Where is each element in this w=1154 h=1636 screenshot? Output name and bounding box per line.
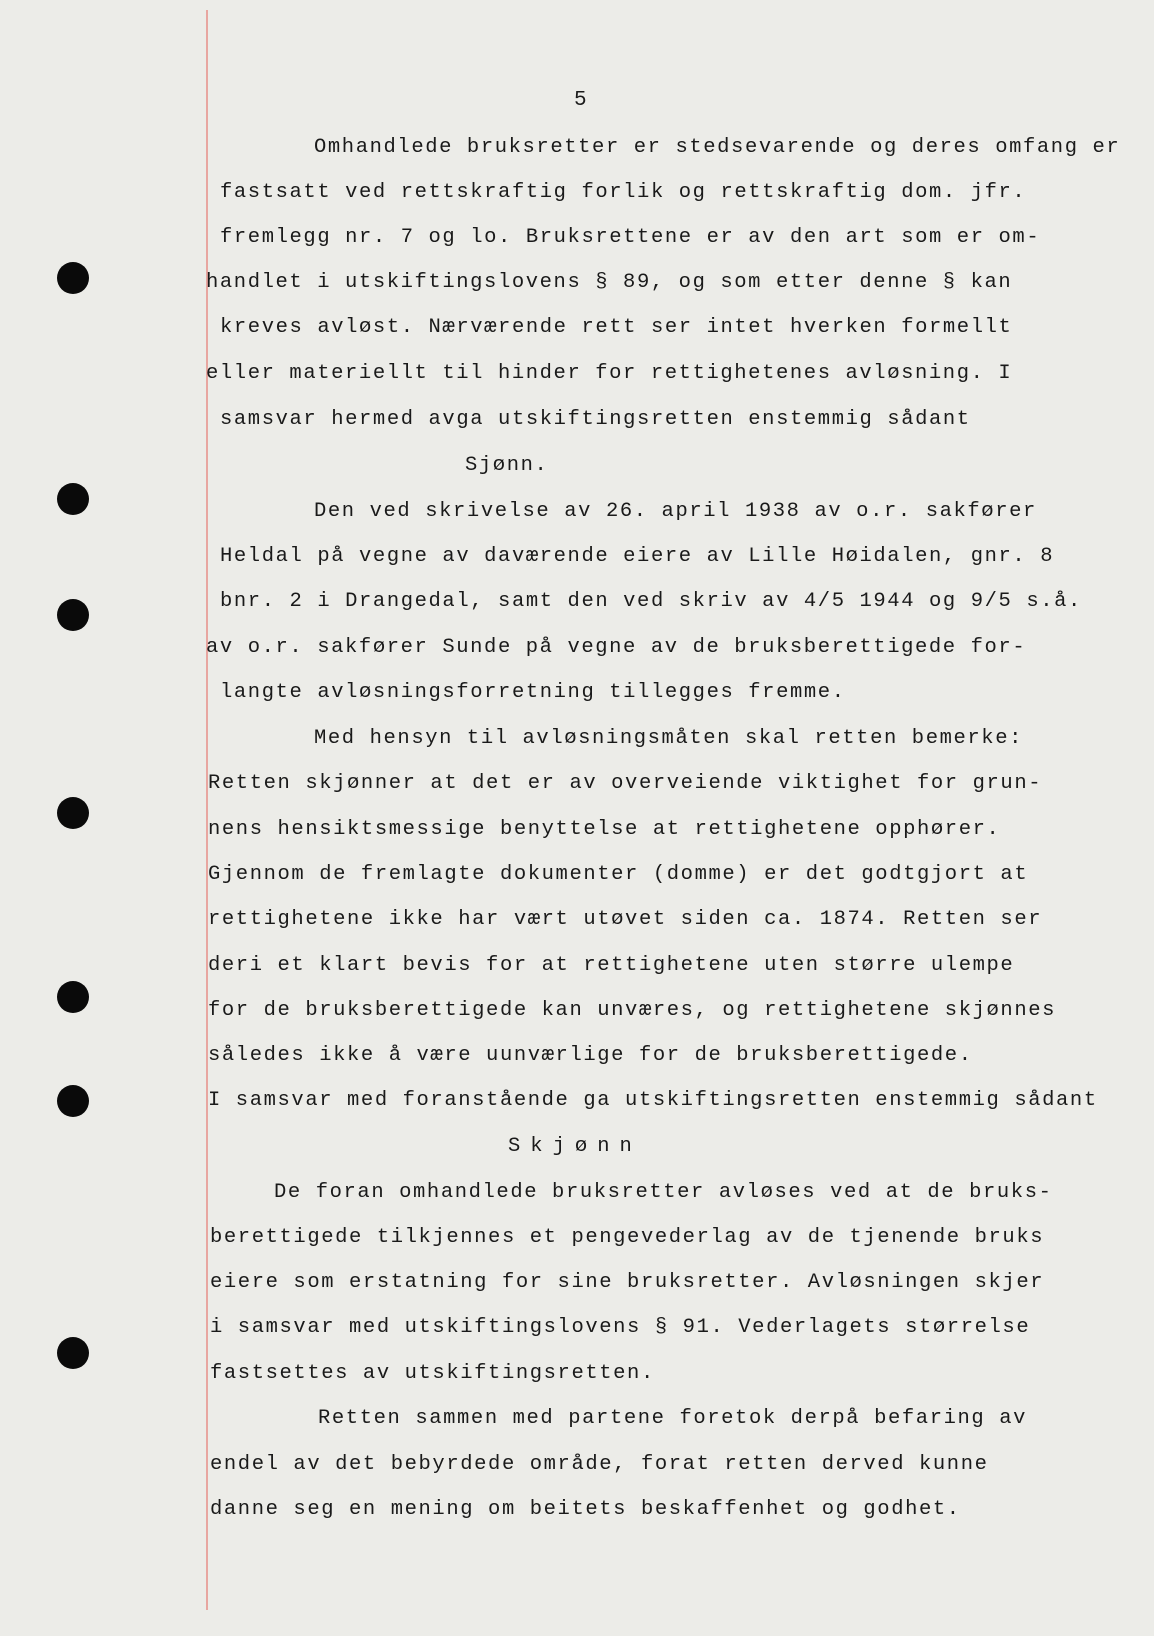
text-line: bnr. 2 i Drangedal, samt den ved skriv av 4/5 1944 og 9/5 s.å. [220,590,1082,613]
text-line: således ikke å være uunværlige for de bruksberettigede. [208,1044,973,1067]
text-line: eller materiellt til hinder for rettighetenes avløsning. I [206,362,1013,385]
margin-rule [206,10,208,1610]
text-line: Med hensyn til avløsningsmåten skal retten bemerke: [314,727,1024,750]
section-heading: Skjønn [508,1135,642,1158]
text-line: De foran omhandlede bruksretter avløses ved at de bruks- [274,1181,1053,1204]
text-line: Retten skjønner at det er av overveiende viktighet for grun- [208,772,1043,795]
binder-hole-5 [57,981,89,1013]
text-line: endel av det bebyrdede område, forat retten derved kunne [210,1453,989,1476]
text-line: fastsettes av utskiftingsretten. [210,1362,655,1385]
binder-hole-2 [57,483,89,515]
text-line: rettighetene ikke har vært utøvet siden ca. 1874. Retten ser [208,908,1043,931]
text-line: samsvar hermed avga utskiftingsretten enstemmig sådant [220,408,971,431]
text-line: eiere som erstatning for sine bruksretter. Avløsningen skjer [210,1271,1045,1294]
text-line: nens hensiktsmessige benyttelse at rettighetene opphører. [208,818,1001,841]
text-line: av o.r. sakfører Sunde på vegne av de bruksberettigede for- [206,636,1027,659]
text-line: langte avløsningsforretning tillegges fremme. [220,681,846,704]
binder-hole-6 [57,1085,89,1117]
text-line: fastsatt ved rettskraftig forlik og rettskraftig dom. jfr. [220,181,1027,204]
text-line: Den ved skrivelse av 26. april 1938 av o.r. sakfører [314,500,1037,523]
text-line: I samsvar med foranstående ga utskiftingsretten enstemmig sådant [208,1089,1098,1112]
text-line: deri et klart bevis for at rettighetene uten større ulempe [208,954,1015,977]
text-line: i samsvar med utskiftingslovens § 91. Vederlagets størrelse [210,1316,1031,1339]
text-line: handlet i utskiftingslovens § 89, og som etter denne § kan [206,271,1013,294]
text-line: Heldal på vegne av daværende eiere av Lille Høidalen, gnr. 8 [220,545,1055,568]
binder-hole-1 [57,262,89,294]
text-line: kreves avløst. Nærværende rett ser intet hverken formellt [220,316,1013,339]
binder-hole-3 [57,599,89,631]
binder-hole-4 [57,797,89,829]
text-line: Omhandlede bruksretter er stedsevarende og deres omfang er [314,136,1121,159]
section-heading: Sjønn. [465,454,549,477]
page-number: 5 [574,89,587,112]
binder-hole-7 [57,1337,89,1369]
text-line: Retten sammen med partene foretok derpå befaring av [318,1407,1028,1430]
text-line: Gjennom de fremlagte dokumenter (domme) er det godtgjort at [208,863,1029,886]
text-line: danne seg en mening om beitets beskaffenhet og godhet. [210,1498,961,1521]
text-line: berettigede tilkjennes et pengevederlag av de tjenende bruks [210,1226,1045,1249]
text-line: for de bruksberettigede kan unværes, og rettighetene skjønnes [208,999,1057,1022]
text-line: fremlegg nr. 7 og lo. Bruksrettene er av den art som er om- [220,226,1041,249]
